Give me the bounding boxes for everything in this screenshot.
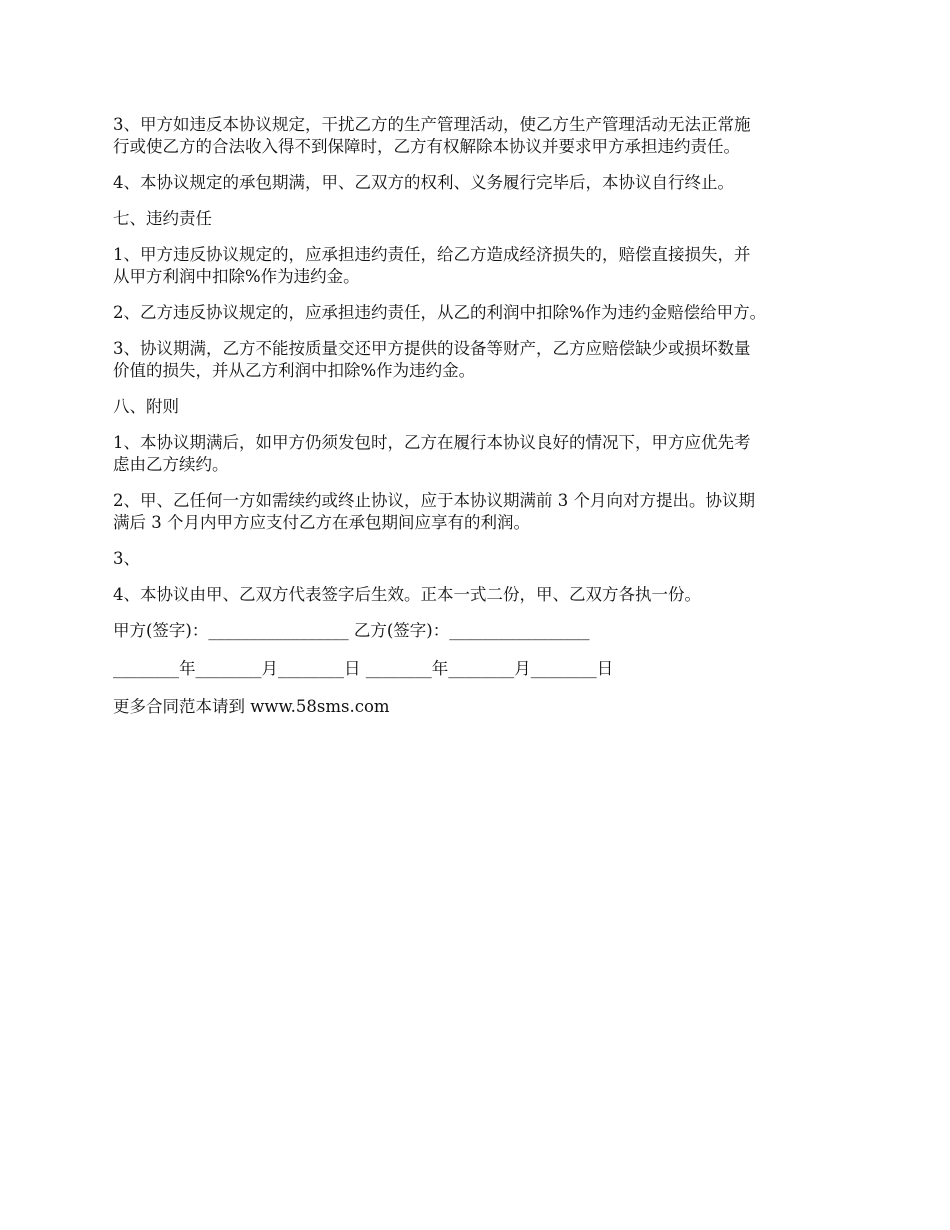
paragraph-line: 价值的损失，并从乙方利润中扣除%作为违约金。: [113, 361, 476, 380]
paragraph-line: 4、本协议由甲、乙双方代表签字后生效。正本一式二份，甲、乙双方各执一份。: [113, 585, 701, 604]
paragraph-line: 2、乙方违反协议规定的，应承担违约责任，从乙的利润中扣除%作为违约金赔偿给甲方。: [113, 303, 767, 322]
clause-paragraph: [113, 548, 848, 570]
paragraph-line: 4、本协议规定的承包期满，甲、乙双方的权利、义务履行完毕后，本协议自行终止。: [113, 173, 734, 192]
footer-note: 更多合同范本请到 www.58sms.com: [113, 697, 390, 716]
clause-paragraph: [113, 302, 848, 324]
paragraph-line: 3、: [113, 549, 140, 568]
signature-line: 甲方(签字)：_________________ 乙方(签字)：_________________: [113, 621, 590, 640]
clause-paragraph: [113, 490, 848, 534]
section-heading: [113, 208, 848, 230]
paragraph-line: 3、甲方如违反本协议规定，干扰乙方的生产管理活动，使乙方生产管理活动无法正常施: [113, 115, 751, 134]
paragraph-line: 行或使乙方的合法收入得不到保障时，乙方有权解除本协议并要求甲方承担违约责任。: [113, 137, 740, 156]
section-heading: [113, 396, 848, 418]
heading-text: 八、附则: [113, 397, 179, 416]
heading-text: 七、违约责任: [113, 209, 212, 228]
clause-paragraph: [113, 432, 848, 476]
paragraph-line: 满后 3 个月内甲方应支付乙方在承包期间应享有的利润。: [113, 513, 530, 532]
clause-paragraph: [113, 338, 848, 382]
paragraph-line: 1、本协议期满后，如甲方仍须发包时，乙方在履行本协议良好的情况下，甲方应优先考: [113, 433, 751, 452]
clause-paragraph: [113, 584, 848, 606]
paragraph-line: 2、甲、乙任何一方如需续约或终止协议，应于本协议期满前 3 个月向对方提出。协议期: [113, 491, 755, 510]
document-body: [113, 114, 848, 718]
clause-paragraph: [113, 172, 848, 194]
paragraph-line: 虑由乙方续约。: [113, 455, 229, 474]
paragraph-line: 1、甲方违反协议规定的，应承担违约责任，给乙方造成经济损失的，赔偿直接损失，并: [113, 245, 751, 264]
paragraph-line: 从甲方利润中扣除%作为违约金。: [113, 267, 360, 286]
clause-paragraph: [113, 244, 848, 288]
paragraph-line: 3、协议期满，乙方不能按质量交还甲方提供的设备等财产，乙方应赔偿缺少或损坏数量: [113, 339, 751, 358]
date-line: ________年________月________日 ________年________月________日: [113, 659, 614, 678]
clause-paragraph: [113, 114, 848, 158]
